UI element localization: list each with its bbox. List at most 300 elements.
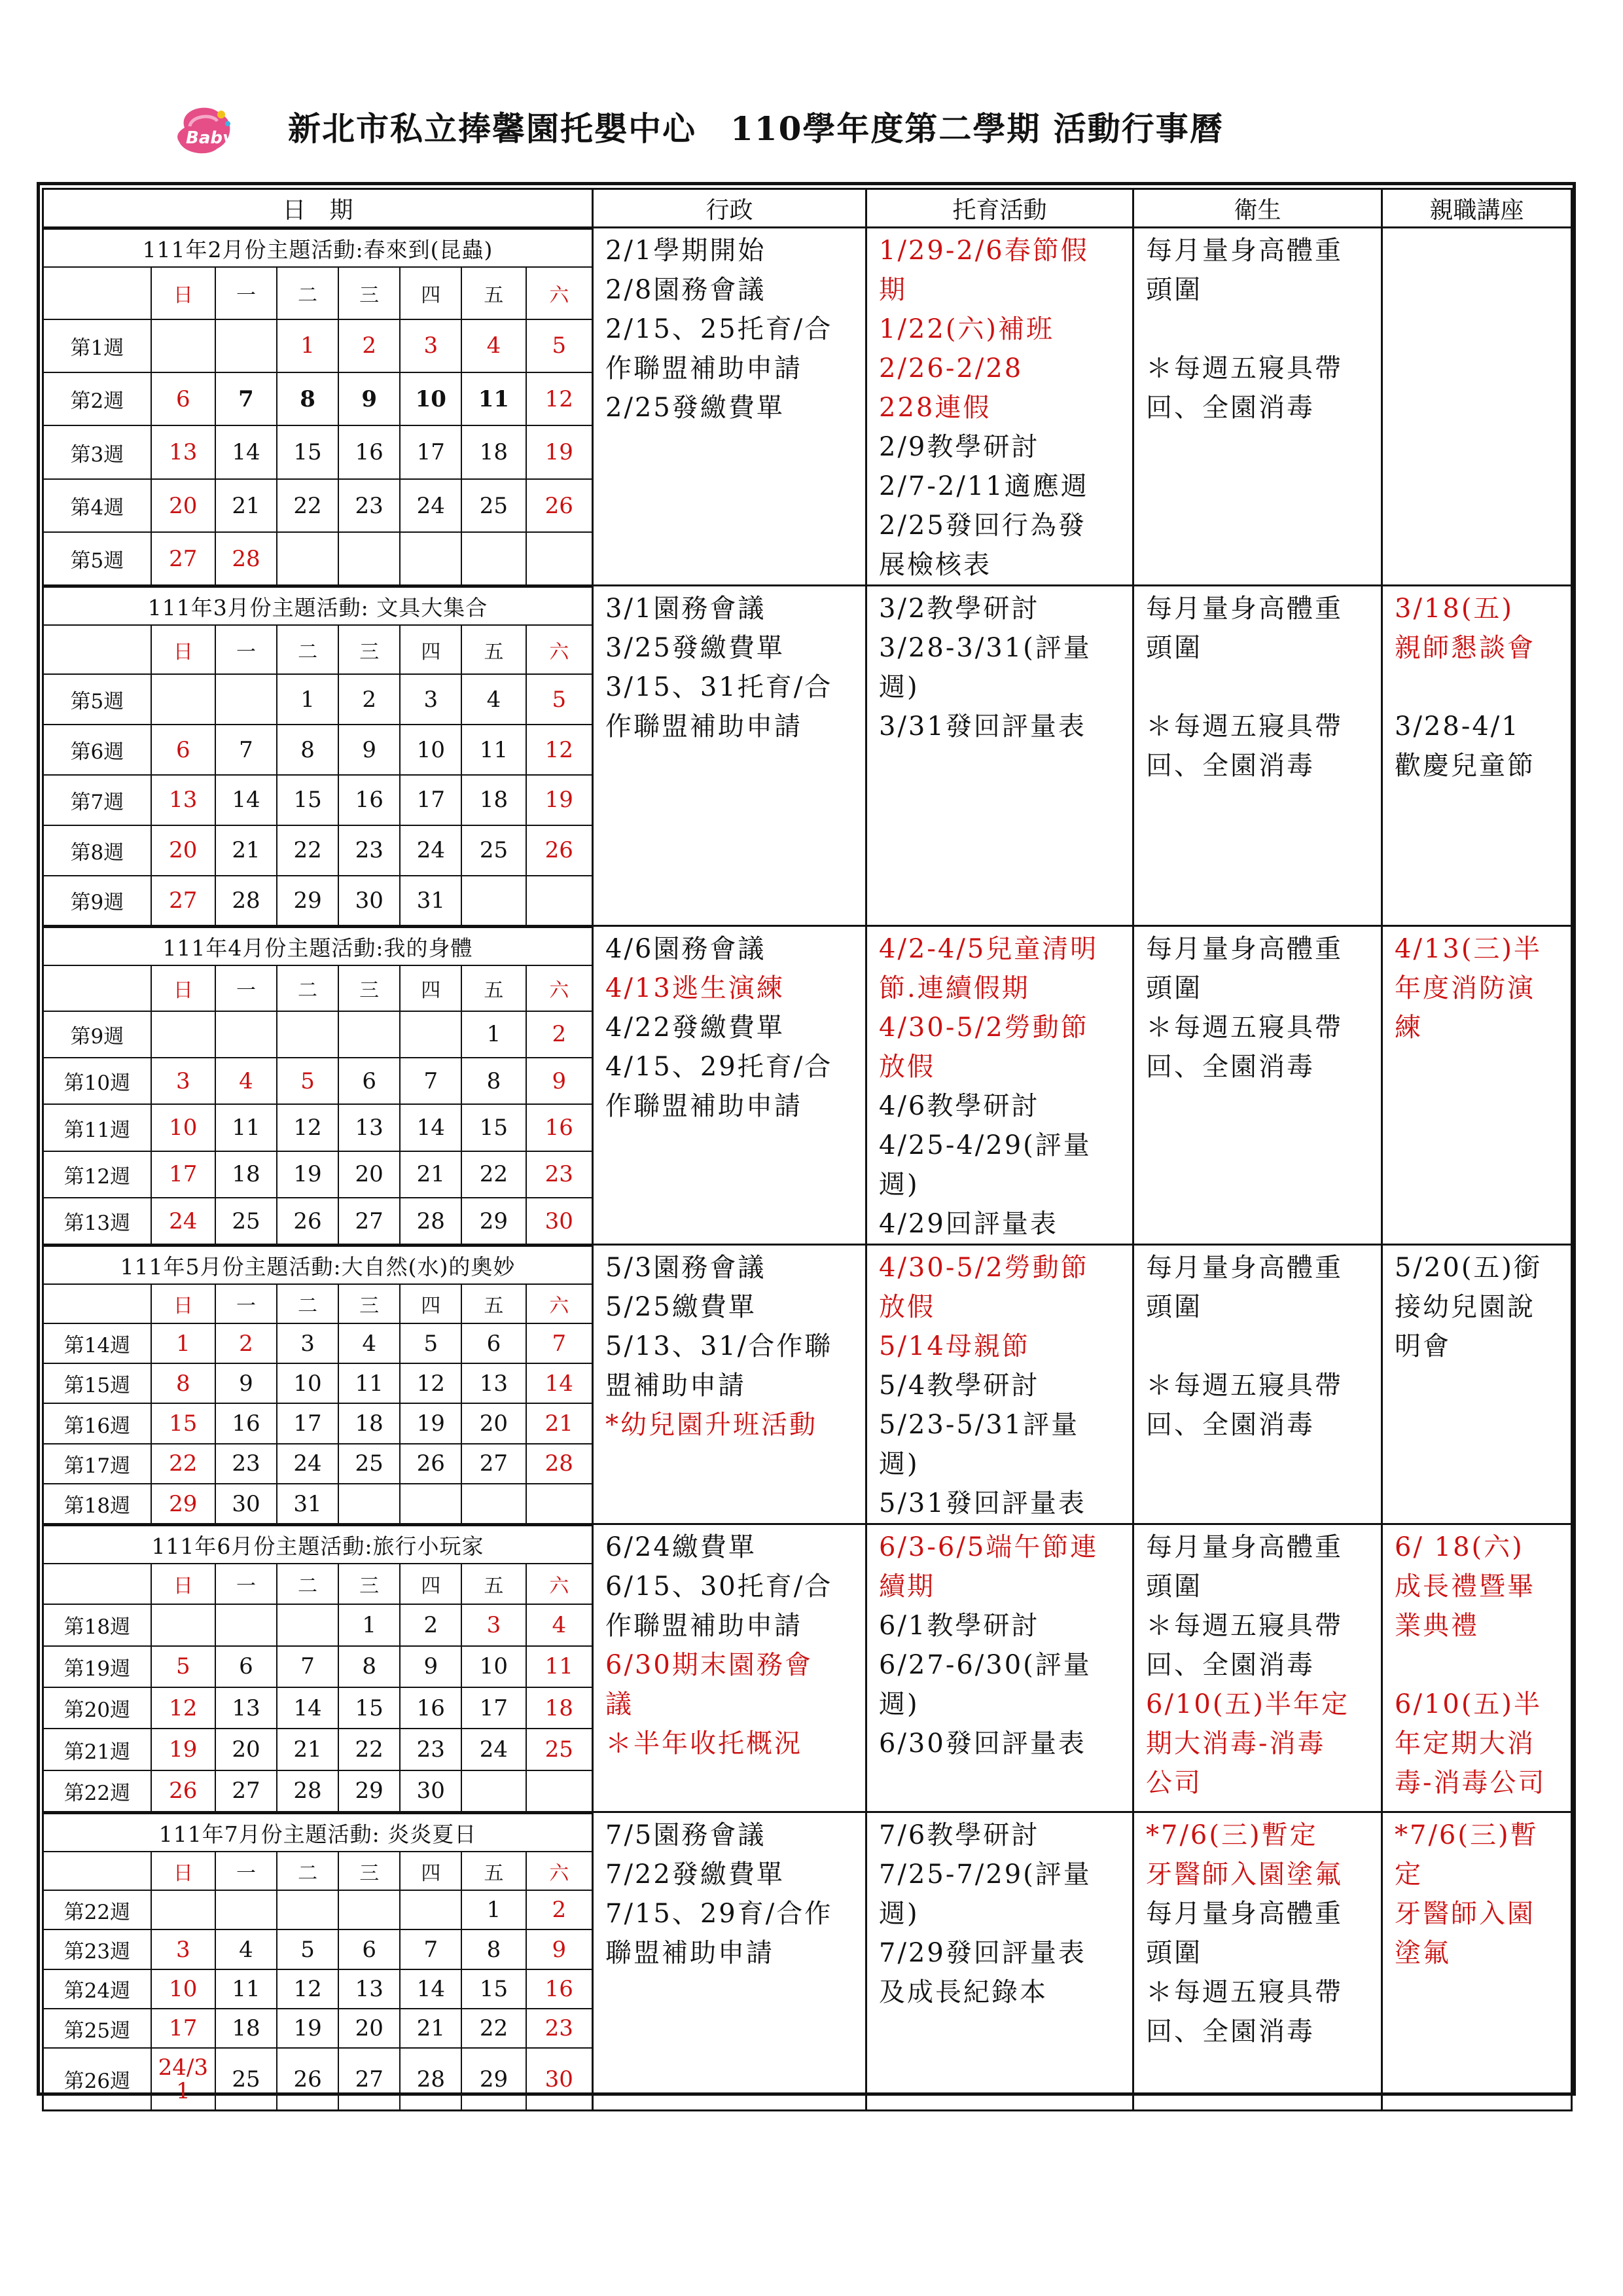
day-cell: 5 [400,1323,461,1363]
day-cell: 26 [277,2048,338,2109]
day-cell [338,1890,400,1929]
week-label: 第23週 [44,1929,151,1969]
day-cell: 31 [277,1484,338,1523]
admin-line: 作聯盟補助申請 [605,711,802,742]
admin-line: 6/30期末園務會 [605,1650,813,1680]
day-cell: 5 [277,1929,338,1969]
childcare-cell [866,1524,1133,1812]
admin-line: 6/24繳費單 [605,1532,757,1562]
day-cell: 7 [400,1058,461,1104]
month-theme: 111年2月份主題活動:春來到(昆蟲) [44,229,592,267]
week-label: 第22週 [44,1890,151,1929]
week-label: 第25週 [44,2009,151,2048]
childcare-cell [866,1812,1133,2111]
childcare-line: 2/7-2/11適應週 [879,471,1089,501]
admin-line: 4/6園務會議 [605,934,766,964]
weekday-header: 一 [215,965,277,1011]
day-cell: 16 [215,1403,277,1443]
day-cell: 9 [526,1058,592,1104]
day-cell [277,1890,338,1929]
health-line: 頭圍 [1146,1571,1202,1602]
weekday-header: 六 [526,1852,592,1890]
day-cell [151,1011,215,1058]
day-cell: 22 [277,825,338,876]
week-label: 第13週 [44,1198,151,1244]
day-cell: 10 [151,1104,215,1151]
day-cell: 9 [215,1363,277,1403]
childcare-line: 續期 [879,1571,935,1602]
childcare-line: 5/23-5/31評量 [879,1410,1080,1440]
day-cell: 5 [526,674,592,725]
day-cell: 12 [526,372,592,425]
childcare-line: 週) [879,1449,919,1479]
weekday-header: 日 [151,267,215,319]
day-cell: 28 [215,876,277,925]
day-cell: 28 [400,2048,461,2109]
parent-line: 練 [1395,1013,1423,1043]
admin-line: 4/15、29托育/合 [605,1052,833,1082]
parent-cell [1382,1524,1572,1812]
day-cell: 25 [215,1198,277,1244]
mini-calendar [44,1246,592,1523]
week-row [44,1890,592,1929]
day-cell: 23 [338,825,400,876]
day-cell: 1 [151,1323,215,1363]
health-line: 6/10(五)半年定 [1146,1689,1350,1719]
day-cell [151,1890,215,1929]
day-cell [215,674,277,725]
day-cell: 25 [526,1729,592,1770]
week-label: 第1週 [44,319,151,372]
day-cell: 17 [277,1403,338,1443]
day-cell: 22 [461,1151,526,1198]
health-cell [1133,586,1382,926]
weekday-header: 二 [277,1852,338,1890]
admin-cell [593,1524,866,1812]
day-cell: 27 [338,2048,400,2109]
weekday-header: 三 [338,965,400,1011]
day-cell: 26 [277,1198,338,1244]
health-line: 牙醫師入園塗氟 [1146,1859,1343,1890]
day-cell [400,532,461,584]
day-cell: 18 [215,2009,277,2048]
day-cell: 21 [400,1151,461,1198]
health-line: 期大消毒-消毒 [1146,1729,1326,1759]
mini-calendar [44,1525,592,1811]
week-label: 第16週 [44,1403,151,1443]
day-cell: 15 [338,1687,400,1729]
week-label: 第19週 [44,1646,151,1687]
childcare-line: 節.連續假期 [879,973,1030,1003]
mini-calendar [44,586,592,925]
day-cell [526,532,592,584]
day-cell: 25 [461,825,526,876]
admin-line: 作聯盟補助申請 [605,353,802,384]
day-cell: 12 [277,1104,338,1151]
parent-line: 塗氟 [1395,1938,1451,1968]
month-theme: 111年4月份主題活動:我的身體 [44,927,592,965]
childcare-line: 4/29回評量表 [879,1209,1058,1239]
day-cell: 8 [277,725,338,775]
day-cell: 17 [400,425,461,478]
week-label: 第26週 [44,2048,151,2109]
weekday-header: 日 [151,625,215,674]
month-calendar [43,1812,593,2111]
day-cell: 27 [151,532,215,584]
day-cell [461,532,526,584]
day-cell: 13 [215,1687,277,1729]
week-row [44,425,592,478]
parent-line: 5/20(五)銜 [1395,1253,1543,1283]
day-cell: 9 [338,372,400,425]
week-row [44,1363,592,1403]
health-line: 回、全園消毒 [1146,393,1315,423]
week-row [44,1687,592,1729]
health-line: 每月量身高體重 [1146,1253,1343,1283]
column-header-admin: 行政 [593,189,866,228]
month-calendar [43,1524,593,1812]
day-cell: 28 [277,1770,338,1811]
admin-line: 盟補助申請 [605,1371,746,1401]
childcare-line: 5/4教學研討 [879,1371,1040,1401]
day-cell: 29 [461,2048,526,2109]
parent-line: 成長禮暨畢 [1395,1571,1535,1602]
health-line: 頭圍 [1146,1292,1202,1322]
day-cell: 11 [526,1646,592,1687]
day-cell: 21 [215,479,277,532]
weekday-header: 一 [215,1564,277,1604]
week-label: 第3週 [44,425,151,478]
health-line: 頭圍 [1146,275,1202,305]
day-cell [151,1604,215,1645]
week-label: 第15週 [44,1363,151,1403]
health-line: ＊每週五寢具帶 [1146,1611,1343,1641]
week-row [44,1484,592,1523]
weekday-header: 二 [277,625,338,674]
weekday-header: 五 [461,267,526,319]
parent-line: 3/18(五) [1395,594,1514,624]
day-cell: 13 [151,425,215,478]
day-cell: 25 [338,1444,400,1484]
day-cell: 30 [400,1770,461,1811]
day-cell: 15 [277,775,338,825]
weekday-header: 三 [338,1564,400,1604]
childcare-line: 放假 [879,1052,935,1082]
admin-cell [593,228,866,586]
parent-line: 歡慶兒童節 [1395,751,1535,781]
admin-line: 議 [605,1689,633,1719]
day-cell: 3 [400,319,461,372]
day-cell: 21 [215,825,277,876]
parent-cell [1382,1245,1572,1524]
day-cell: 17 [461,1687,526,1729]
weekday-header: 六 [526,1284,592,1323]
week-row [44,1151,592,1198]
weekday-header: 日 [151,965,215,1011]
admin-cell [593,586,866,926]
day-cell: 14 [526,1363,592,1403]
weekday-header: 五 [461,1852,526,1890]
week-row [44,1323,592,1363]
health-line: 回、全園消毒 [1146,2017,1315,2047]
childcare-cell [866,926,1133,1245]
week-label: 第9週 [44,876,151,925]
childcare-line: 週) [879,672,919,702]
health-line: 回、全園消毒 [1146,1650,1315,1680]
week-label: 第4週 [44,479,151,532]
day-cell: 5 [151,1646,215,1687]
parent-line: 業典禮 [1395,1611,1479,1641]
day-cell [338,1011,400,1058]
weekday-header: 六 [526,625,592,674]
day-cell: 26 [151,1770,215,1811]
day-cell: 26 [526,825,592,876]
health-line: 每月量身高體重 [1146,236,1343,266]
day-cell [461,1770,526,1811]
day-cell: 1 [338,1604,400,1645]
admin-cell [593,1812,866,2111]
day-cell: 1 [461,1011,526,1058]
week-row [44,1011,592,1058]
day-cell: 3 [461,1604,526,1645]
day-cell: 22 [151,1444,215,1484]
parent-line: 牙醫師入園 [1395,1899,1535,1929]
month-theme: 111年7月份主題活動: 炎炎夏日 [44,1814,592,1852]
health-line: ＊每週五寢具帶 [1146,353,1343,384]
day-cell [338,1484,400,1523]
week-label: 第2週 [44,372,151,425]
day-cell: 28 [400,1198,461,1244]
childcare-line: 4/6教學研討 [879,1091,1040,1121]
admin-line: 2/1學期開始 [605,236,766,266]
day-cell: 26 [526,479,592,532]
day-cell: 8 [277,372,338,425]
weekday-header: 三 [338,1284,400,1323]
childcare-line: 週) [879,1689,919,1719]
day-cell: 14 [215,425,277,478]
day-cell: 14 [400,1969,461,2009]
week-row [44,1403,592,1443]
day-cell: 17 [151,1151,215,1198]
health-line: ＊每週五寢具帶 [1146,1013,1343,1043]
day-cell: 15 [461,1969,526,2009]
day-cell: 27 [215,1770,277,1811]
weekday-header: 一 [215,267,277,319]
day-cell: 23 [526,1151,592,1198]
day-cell: 30 [526,2048,592,2109]
parent-line: *7/6(三)暫 [1395,1820,1539,1850]
admin-line: 4/22發繳費單 [605,1013,785,1043]
weekday-header: 四 [400,625,461,674]
day-cell: 18 [215,1151,277,1198]
day-cell: 7 [277,1646,338,1687]
day-cell: 27 [338,1198,400,1244]
day-cell: 29 [338,1770,400,1811]
admin-line: 7/15、29育/合作 [605,1899,833,1929]
day-cell: 2 [338,674,400,725]
admin-line: 聯盟補助申請 [605,1938,774,1968]
parent-line: 毒-消毒公司 [1395,1768,1546,1798]
week-row [44,1929,592,1969]
week-label-header [44,1564,151,1604]
day-cell: 12 [151,1687,215,1729]
day-cell [526,1484,592,1523]
day-cell: 3 [277,1323,338,1363]
childcare-line: 1/29-2/6春節假 [879,236,1089,266]
month-calendar [43,228,593,586]
week-label: 第5週 [44,674,151,725]
day-cell: 23 [526,2009,592,2048]
parent-line: 親師懇談會 [1395,633,1535,663]
childcare-line: 週) [879,1899,919,1929]
health-line: 公司 [1146,1768,1202,1798]
day-cell [461,1484,526,1523]
day-cell [400,1484,461,1523]
week-label: 第24週 [44,1969,151,2009]
week-label: 第18週 [44,1604,151,1645]
day-cell: 17 [151,2009,215,2048]
day-cell [215,1890,277,1929]
day-cell: 7 [215,725,277,775]
admin-line: 3/15、31托育/合 [605,672,833,702]
admin-line: 6/15、30托育/合 [605,1571,833,1602]
weekday-header: 日 [151,1852,215,1890]
childcare-line: 放假 [879,1292,935,1322]
week-label-header [44,625,151,674]
day-cell: 4 [461,674,526,725]
childcare-line: 7/25-7/29(評量 [879,1859,1092,1890]
mini-calendar [44,228,592,584]
day-cell: 24 [400,825,461,876]
day-cell [338,532,400,584]
weekday-header: 六 [526,965,592,1011]
day-cell: 15 [461,1104,526,1151]
week-row [44,674,592,725]
month-calendar [43,1245,593,1524]
day-cell: 2 [215,1323,277,1363]
day-cell: 11 [215,1104,277,1151]
day-cell: 16 [338,425,400,478]
childcare-line: 228連假 [879,393,991,423]
day-cell: 7 [526,1323,592,1363]
day-cell [400,1890,461,1929]
parent-cell [1382,586,1572,926]
week-label: 第18週 [44,1484,151,1523]
day-cell: 11 [461,372,526,425]
column-header-childcare: 托育活動 [866,189,1133,228]
day-cell: 10 [400,372,461,425]
admin-line: 2/15、25托育/合 [605,314,833,344]
admin-line: 2/25發繳費單 [605,393,785,423]
day-cell: 14 [277,1687,338,1729]
day-cell: 8 [461,1929,526,1969]
month-calendar [43,926,593,1245]
childcare-line: 4/30-5/2勞動節 [879,1013,1089,1043]
day-cell: 24 [151,1198,215,1244]
health-line [1146,310,1370,349]
childcare-line: 7/29發回評量表 [879,1938,1086,1968]
week-label: 第6週 [44,725,151,775]
admin-line: 4/13逃生演練 [605,973,785,1003]
week-row [44,1969,592,2009]
weekday-header: 二 [277,267,338,319]
health-line: 每月量身高體重 [1146,1532,1343,1562]
day-cell: 8 [461,1058,526,1104]
day-cell: 22 [277,479,338,532]
day-cell: 16 [400,1687,461,1729]
day-cell: 5 [526,319,592,372]
health-line: 回、全園消毒 [1146,1410,1315,1440]
childcare-line: 及成長紀錄本 [879,1977,1048,2007]
admin-line: 3/1園務會議 [605,594,766,624]
childcare-line: 2/9教學研討 [879,432,1040,462]
admin-line: *幼兒園升班活動 [605,1410,817,1440]
day-cell: 1 [277,674,338,725]
day-cell: 25 [461,479,526,532]
day-cell [461,876,526,925]
day-cell: 6 [151,725,215,775]
day-cell: 4 [215,1929,277,1969]
month-theme: 111年3月份主題活動: 文具大集合 [44,587,592,625]
day-cell: 25 [215,2048,277,2109]
weekday-header: 日 [151,1564,215,1604]
day-cell: 19 [277,2009,338,2048]
day-cell: 30 [215,1484,277,1523]
day-cell: 9 [338,725,400,775]
childcare-line: 5/14母親節 [879,1331,1030,1361]
day-cell: 19 [151,1729,215,1770]
day-cell: 20 [338,2009,400,2048]
week-row [44,1770,592,1811]
day-cell: 24 [461,1729,526,1770]
admin-line: ＊半年收托概況 [605,1729,802,1759]
day-cell: 18 [461,775,526,825]
admin-line: 5/25繳費單 [605,1292,757,1322]
week-row [44,2009,592,2048]
day-cell: 4 [215,1058,277,1104]
day-cell [526,1770,592,1811]
month-row [43,586,1572,926]
day-cell: 23 [400,1729,461,1770]
day-cell: 15 [151,1403,215,1443]
parent-line: 年度消防演 [1395,973,1535,1003]
day-cell [151,674,215,725]
calendar-table [42,188,1573,2111]
week-label-header [44,267,151,319]
weekday-header: 日 [151,1284,215,1323]
admin-line: 7/22發繳費單 [605,1859,785,1890]
day-cell: 27 [151,876,215,925]
health-line: 頭圍 [1146,973,1202,1003]
weekday-header: 三 [338,625,400,674]
health-cell [1133,1524,1382,1812]
childcare-line: 6/3-6/5端午節連 [879,1532,1099,1562]
day-cell: 16 [526,1104,592,1151]
day-cell: 13 [151,775,215,825]
day-cell [151,319,215,372]
day-cell: 21 [277,1729,338,1770]
childcare-line: 5/31發回評量表 [879,1488,1086,1518]
day-cell: 20 [151,825,215,876]
week-row [44,1604,592,1645]
day-cell: 9 [526,1929,592,1969]
day-cell: 10 [151,1969,215,2009]
baby-logo-icon [171,101,237,160]
parent-line: 6/10(五)半 [1395,1689,1543,1719]
parent-cell [1382,1812,1572,2111]
day-cell: 23 [338,479,400,532]
day-cell: 12 [400,1363,461,1403]
